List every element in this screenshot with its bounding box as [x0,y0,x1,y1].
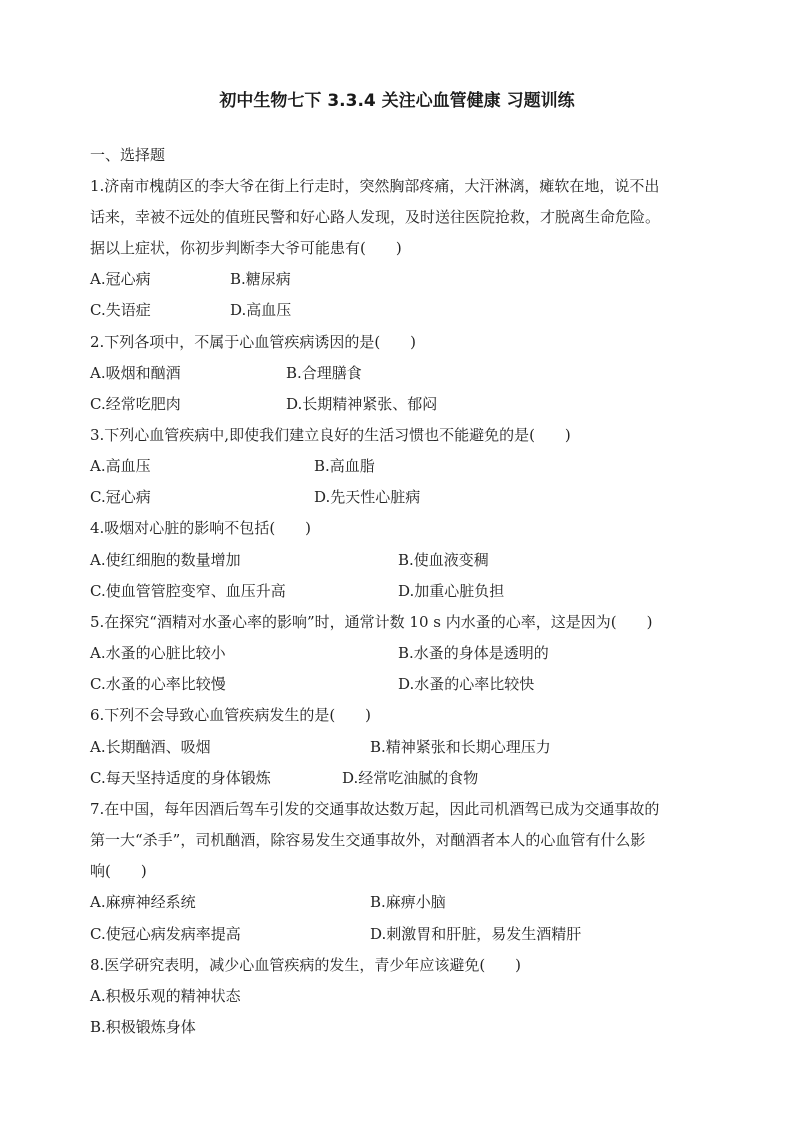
q6-option-b: B.精神紧张和长期心理压力 [370,738,551,756]
q6-stem: 6.下列不会导致心血管疾病发生的是( ) [90,706,372,724]
q2-option-a: A.吸烟和酗酒 [90,364,181,382]
q2-option-d: D.长期精神紧张、郁闷 [286,395,438,413]
q4-option-c: C.使血管管腔变窄、血压升高 [90,582,286,600]
q4-option-a: A.使红细胞的数量增加 [90,551,241,569]
q3-stem: 3.下列心血管疾病中,即使我们建立良好的生活习惯也不能避免的是( ) [90,426,571,444]
q5-option-b: B.水蚤的身体是透明的 [398,644,549,662]
q7-option-a: A.麻痹神经系统 [90,893,196,911]
q1-stem-line-3: 据以上症状，你初步判断李大爷可能患有( ) [90,239,402,257]
q1-option-b: B.糖尿病 [230,270,291,288]
q5-option-c: C.水蚤的心率比较慢 [90,675,226,693]
section-heading: 一、选择题 [90,146,166,164]
q7-stem-line-3: 响( ) [90,862,147,880]
q8-option-b: B.积极锻炼身体 [90,1018,196,1036]
q3-option-d: D.先天性心脏病 [314,488,421,506]
q1-stem-line-1: 1.济南市槐荫区的李大爷在街上行走时，突然胸部疼痛，大汗淋漓，瘫软在地，说不出 [90,177,660,195]
q1-option-d: D.高血压 [230,301,292,319]
q1-stem-line-2: 话来，幸被不远处的值班民警和好心路人发现，及时送往医院抢救，才脱离生命危险。 [90,208,661,226]
q5-stem: 5.在探究“酒精对水蚤心率的影响”时，通常计数 10 s 内水蚤的心率，这是因为( ) [90,613,653,631]
q7-stem-line-1: 7.在中国，每年因酒后驾车引发的交通事故达数万起，因此司机酒驾已成为交通事故的 [90,800,660,818]
q8-stem: 8.医学研究表明，减少心血管疾病的发生，青少年应该避免( ) [90,956,522,974]
q7-stem-line-2: 第一大“杀手”，司机酗酒，除容易发生交通事故外，对酗酒者本人的心血管有什么影 [90,831,646,849]
document-title: 初中生物七下 3.3.4 关注心血管健康 习题训练 [219,91,575,111]
q3-option-c: C.冠心病 [90,488,151,506]
q4-stem: 4.吸烟对心脏的影响不包括( ) [90,519,312,537]
q6-option-d: D.经常吃油腻的食物 [342,769,479,787]
q3-option-a: A.高血压 [90,457,151,475]
q4-option-b: B.使血液变稠 [398,551,489,569]
q1-option-a: A.冠心病 [90,270,151,288]
q5-option-a: A.水蚤的心脏比较小 [90,644,226,662]
q6-option-a: A.长期酗酒、吸烟 [90,738,211,756]
q8-option-a: A.积极乐观的精神状态 [90,987,241,1005]
q2-stem: 2.下列各项中，不属于心血管疾病诱因的是( ) [90,333,417,351]
q5-option-d: D.水蚤的心率比较快 [398,675,535,693]
q1-option-c: C.失语症 [90,301,151,319]
q6-option-c: C.每天坚持适度的身体锻炼 [90,769,271,787]
q2-option-c: C.经常吃肥肉 [90,395,181,413]
q2-option-b: B.合理膳食 [286,364,362,382]
q3-option-b: B.高血脂 [314,457,375,475]
q7-option-b: B.麻痹小脑 [370,893,446,911]
q7-option-d: D.刺激胃和肝脏，易发生酒精肝 [370,925,582,943]
q7-option-c: C.使冠心病发病率提高 [90,925,241,943]
q4-option-d: D.加重心脏负担 [398,582,505,600]
